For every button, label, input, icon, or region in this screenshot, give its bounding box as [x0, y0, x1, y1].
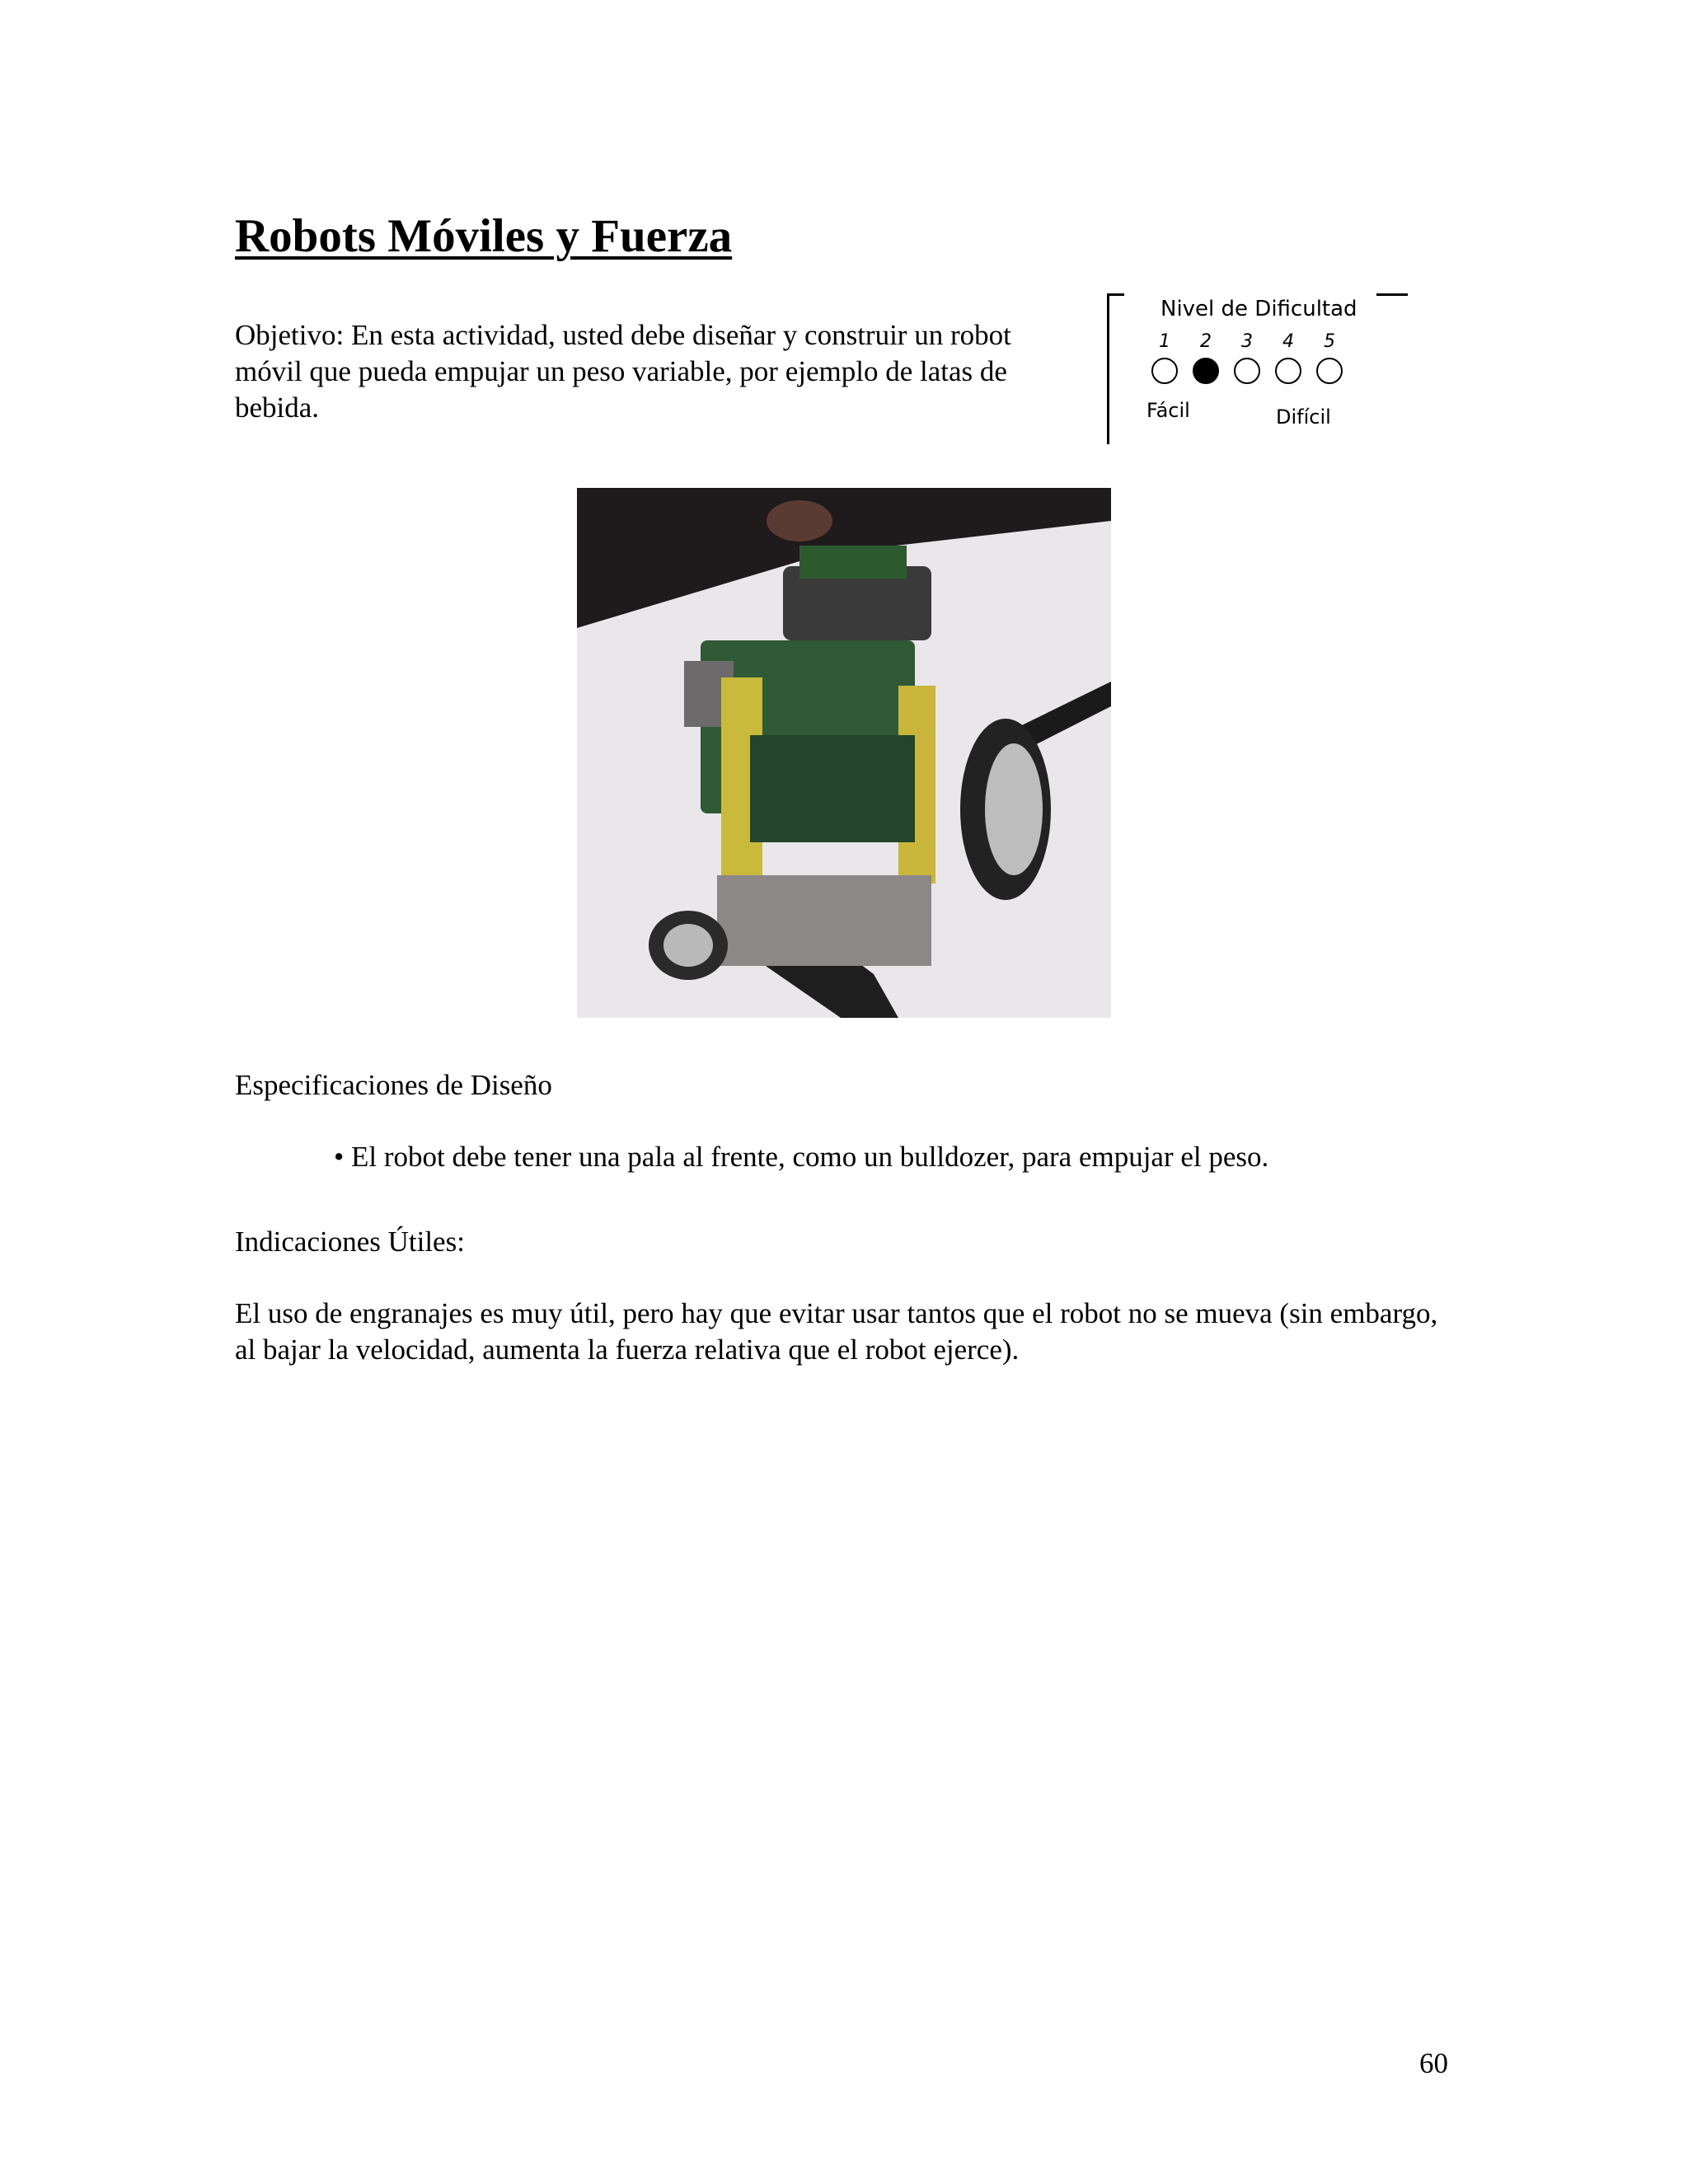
objective-text: Objetivo: En esta actividad, usted debe diseñar y construir un robot móvil que pueda empujar un peso variable, por ejemplo de latas de bebida. — [235, 319, 1011, 424]
page-number: 60 — [1419, 2047, 1448, 2079]
easy-label: Fácil — [1146, 399, 1190, 422]
design-specs-heading: Especificaciones de Diseño — [235, 1069, 552, 1101]
hints-text: El uso de engranajes es muy útil, pero hay que evitar usar tantos que el robot no se mueva (sin embargo, al bajar la velocidad, aumenta la fuerza relativa que el robot ejerce). — [235, 1297, 1438, 1366]
page-title: Robots Móviles y Fuerza — [235, 210, 733, 262]
difficulty-circle — [1193, 358, 1219, 384]
difficulty-circle — [1151, 358, 1178, 384]
robot-photo — [577, 488, 1111, 1018]
difficulty-label: Nivel de Dificultad — [1160, 297, 1357, 321]
bracket-left — [1107, 293, 1124, 444]
difficulty-circles — [1150, 358, 1356, 391]
difficulty-number: 1 — [1159, 331, 1170, 352]
bracket-right — [1376, 293, 1408, 296]
difficulty-number: 2 — [1200, 331, 1212, 352]
difficulty-numbers — [1150, 331, 1356, 356]
difficulty-scale — [1107, 290, 1408, 443]
hints-heading: Indicaciones Útiles: — [235, 1226, 465, 1258]
hard-label: Difícil — [1276, 405, 1331, 429]
difficulty-circle — [1275, 358, 1301, 384]
difficulty-number: 5 — [1324, 331, 1335, 352]
difficulty-number: 3 — [1241, 331, 1253, 352]
difficulty-circle — [1316, 358, 1343, 384]
design-spec-item: • El robot debe tener una pala al frente, como un bulldozer, para empujar el peso. — [334, 1141, 1269, 1173]
difficulty-circle — [1234, 358, 1260, 384]
difficulty-number: 4 — [1282, 331, 1294, 352]
